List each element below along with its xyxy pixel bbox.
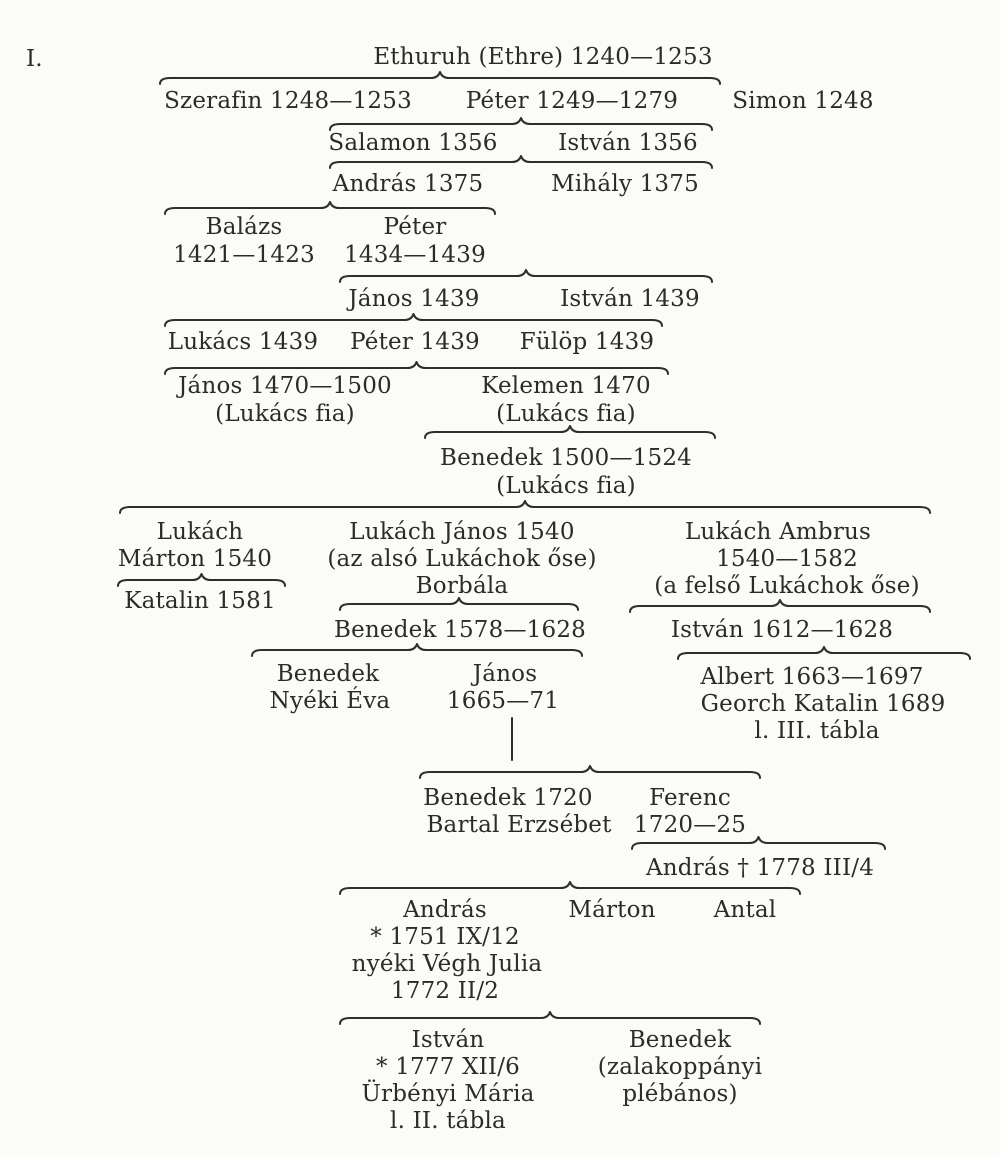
brace-icon [165,314,662,326]
brace-icon [120,501,930,513]
node-benedek: Benedek [628,1027,732,1053]
node-istvan: Ürbényi Mária [361,1081,535,1107]
node-janos: János [472,661,538,687]
node-lukach-marton: Lukách [156,519,244,545]
node-istvan: István 1356 [558,130,698,156]
brace-icon [340,1012,760,1024]
node-andras: 1772 II/2 [390,978,500,1004]
node-andras: nyéki Végh Julia [351,951,543,977]
node-katalin: Katalin 1581 [124,588,276,614]
node-lukach-janos: Borbála [415,573,509,599]
node-fulop: Fülöp 1439 [519,329,655,355]
node-simon: Simon 1248 [732,88,874,114]
node-andras: András 1375 [332,171,484,197]
node-balazs-name: Balázs [205,214,283,240]
node-peter: Péter 1439 [350,329,480,355]
node-benedek: Bartal Erzsébet [426,812,612,838]
node-lukach-janos: (az alsó Lukáchok őse) [327,546,597,572]
brace-icon [340,598,578,610]
node-janos: 1665—71 [446,688,560,714]
brace-icon [632,837,885,849]
node-peter: Péter 1249—1279 [465,88,679,114]
node-kelemen: Kelemen 1470 [481,373,651,399]
node-lukach-ambrus: Lukách Ambrus [684,519,872,545]
brace-icon [330,156,712,168]
node-note: (Lukács fia) [215,401,355,427]
node-istvan: István 1439 [560,286,700,312]
node-balazs-dates: 1421—1423 [173,242,315,268]
node-andras: András † 1778 III/4 [645,855,875,881]
node-andras: András [403,897,487,923]
node-peter-name: Péter [383,214,447,240]
node-istvan: István 1612—1628 [670,617,894,643]
node-benedek: Benedek [276,661,380,687]
node-lukach-marton: Márton 1540 [117,546,273,572]
node-benedek: plébános) [622,1081,738,1107]
node-ferenc: 1720—25 [633,812,747,838]
brace-icon [425,426,715,438]
brace-icon [340,882,800,894]
node-benedek: Benedek 1578—1628 [334,617,586,643]
node-janos: János 1470—1500 [178,373,392,399]
node-antal: Antal [713,897,777,923]
node-note: (Lukács fia) [496,401,636,427]
node-lukach-ambrus: (a felső Lukáchok őse) [654,573,920,599]
brace-icon [160,72,720,84]
brace-icon [165,202,495,214]
node-janos: János 1439 [348,286,480,312]
node-albert: l. III. tábla [754,718,880,744]
node-lukacs: Lukács 1439 [167,329,319,355]
node-istvan: * 1777 XII/6 [376,1054,520,1080]
node-mihaly: Mihály 1375 [551,171,699,197]
node-benedek: Nyéki Éva [269,688,391,714]
node-szerafin: Szerafin 1248—1253 [164,88,412,114]
page-label: I. [26,46,43,72]
node-benedek: (zalakoppányi [597,1054,763,1080]
brace-icon [340,270,712,282]
node-benedek: Benedek 1720 [423,785,593,811]
node-marton: Márton [568,897,656,923]
brace-icon [118,574,285,586]
node-ferenc: Ferenc [649,785,731,811]
node-lukach-ambrus: 1540—1582 [716,546,858,572]
node-istvan: István [411,1027,485,1053]
brace-icon [330,118,712,130]
node-salamon: Salamon 1356 [328,130,498,156]
node-albert: Georch Katalin 1689 [700,691,946,717]
brace-icon [630,600,930,612]
node-note: (Lukács fia) [496,473,636,499]
node-albert: Albert 1663—1697 [700,664,924,690]
brace-icon [252,644,582,656]
node-andras: * 1751 IX/12 [370,924,520,950]
node-ethuruh: Ethuruh (Ethre) 1240—1253 [373,44,713,70]
node-benedek: Benedek 1500—1524 [440,445,692,471]
node-istvan: l. II. tábla [390,1108,506,1134]
brace-icon [420,766,760,778]
node-lukach-janos: Lukách János 1540 [349,519,575,545]
brace-icon [678,647,970,659]
node-peter-dates: 1434—1439 [344,242,486,268]
